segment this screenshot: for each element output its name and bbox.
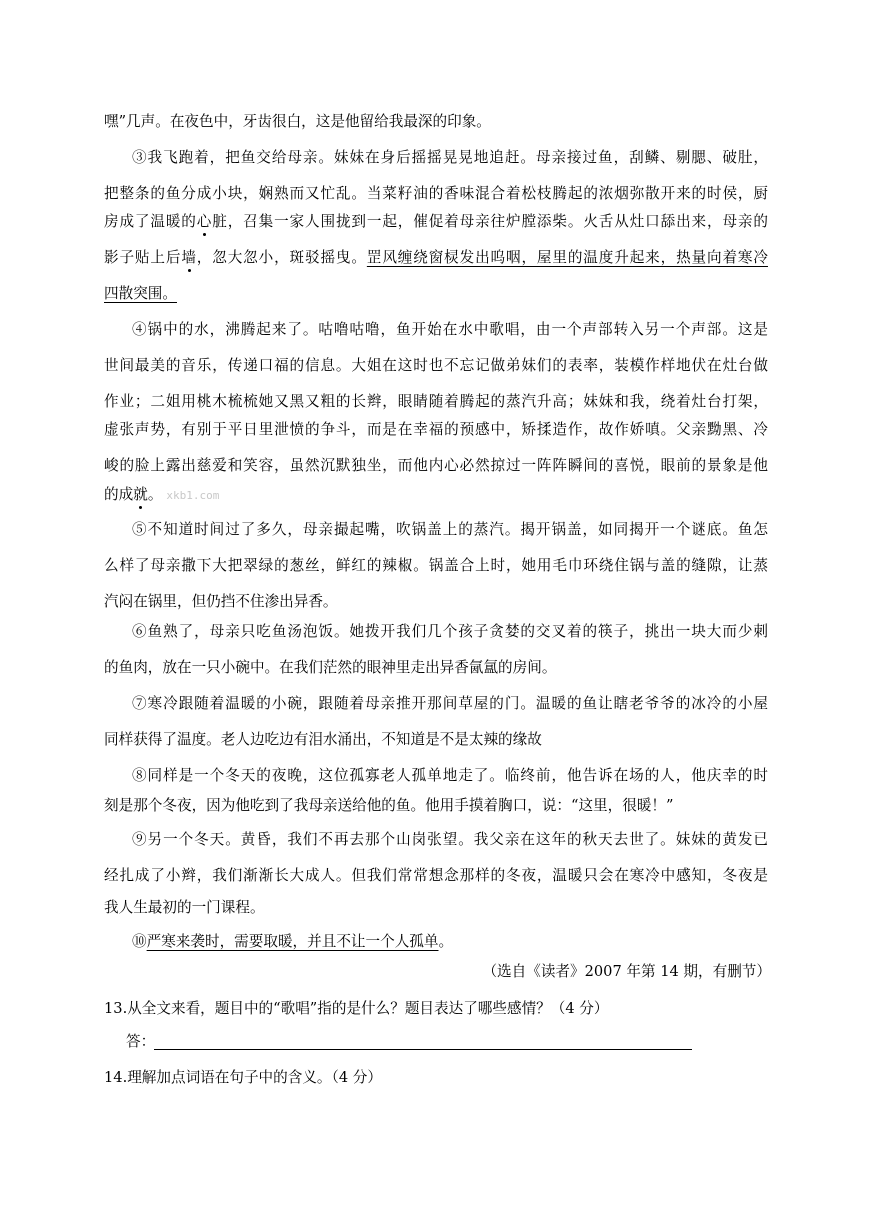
text-run: 的成 xyxy=(104,486,134,503)
underlined-sentence: 罡风缠绕窗棂发出呜咽，屋里的温度升起来，热量向着寒冷 xyxy=(366,249,768,266)
paragraph-9-line-3: 我人生最初的一门课程。 xyxy=(104,899,265,916)
paragraph-8-line-1: ⑧同样是一个冬天的夜晚，这位孤寡老人孤单地走了。临终前，他告诉在场的人，他庆幸的时 xyxy=(132,767,768,784)
paragraph-4-line-5: 峻的脸上露出慈爱和笑容，虽然沉默独坐，而他内心必然掠过一阵阵瞬间的喜悦，眼前的景象是他 xyxy=(104,457,768,474)
paragraph-9-line-1: ⑨另一个冬天。黄昏，我们不再去那个山岗张望。我父亲在这年的秋天去世了。妹妹的黄发已 xyxy=(132,831,768,848)
paragraph-3-line-3 xyxy=(104,212,768,232)
question-14: 14.理解加点词语在句子中的含义。（4 分） xyxy=(104,1069,382,1086)
paragraph-4-line-3: 作业；二姐用桃木梳梳她又黑又粗的长辫，眼睛随着腾起的蒸汽升高；妹妹和我，绕着灶台打架， xyxy=(104,393,768,410)
paragraph-6-line-2: 的鱼肉，放在一只小碗中。在我们茫然的眼神里走出异香氤氲的房间。 xyxy=(104,659,557,676)
paragraph-4-line-6 xyxy=(104,485,768,506)
source-citation: （选自《读者》2007 年第 14 期，有删节） xyxy=(482,963,771,980)
paragraph-3-line-1: ③我飞跑着，把鱼交给母亲。妹妹在身后摇摇晃晃地追赶。母亲接过鱼，刮鳞、剔腮、破肚， xyxy=(132,149,768,166)
underlined-sentence: 四散突围。 xyxy=(104,285,177,302)
paragraph-7-line-1: ⑦寒冷跟随着温暖的小碗，跟随着母亲推开那间草屋的门。温暖的鱼让瞎老爷爷的冰冷的小屋 xyxy=(132,695,768,712)
text-run: 。 xyxy=(147,486,163,503)
paragraph-number: ⑩ xyxy=(132,933,147,950)
text-run: 影子贴上后 xyxy=(104,249,182,266)
question-13: 13.从全文来看，题目中的“歌唱”指的是什么？题目表达了哪些感情？（4 分） xyxy=(104,1000,609,1017)
underlined-sentence: 严寒来袭时，需要取暖，并且不让一个人孤单 xyxy=(146,933,439,950)
watermark-text: xkb1.com xyxy=(166,489,220,502)
emphasis-dot-word: 就 xyxy=(133,486,148,503)
paragraph-4-line-2: 世间最美的音乐，传递口福的信息。大姐在这时也不忘记做弟妹们的表率，装模作样地伏在灶台做 xyxy=(104,357,768,374)
paragraph-3-line-4 xyxy=(104,248,768,268)
answer-line[interactable] xyxy=(154,1049,692,1050)
emphasis-dot-word: 心 xyxy=(196,213,213,230)
paragraph-8-line-2: 刻是那个冬夜，因为他吃到了我母亲送给他的鱼。他用手摸着胸口，说：“这里，很暖！” xyxy=(104,797,674,814)
text-run: ，忽大忽小，斑驳摇曳。 xyxy=(196,249,367,266)
text-run: 脏，召集一家人围拢到一起，催促着母亲往炉膛添柴。火舌从灶口舔出来，母亲的 xyxy=(212,213,768,230)
paragraph-7-line-2: 同样获得了温度。老人边吃边有泪水涌出，不知道是不是太辣的缘故 xyxy=(104,731,542,748)
text-run: 。 xyxy=(438,933,454,950)
paragraph-4-line-1: ④锅中的水，沸腾起来了。咕噜咕噜，鱼开始在水中歌唱，由一个声部转入另一个声部。这是 xyxy=(132,321,768,338)
paragraph-3-line-2: 把整条的鱼分成小块，娴熟而又忙乱。当菜籽油的香味混合着松枝腾起的浓烟弥散开来的时侯，厨 xyxy=(104,185,768,202)
paragraph-5-line-1: ⑤不知道时间过了多久，母亲撮起嘴，吹锅盖上的蒸汽。揭开锅盖，如同揭开一个谜底。鱼怎 xyxy=(132,521,768,538)
emphasis-dot-word: 墙 xyxy=(181,249,197,266)
paragraph-10 xyxy=(132,932,768,952)
paragraph-5-line-2: 么样了母亲撒下大把翠绿的葱丝，鲜红的辣椒。锅盖合上时，她用毛巾环绕住锅与盖的缝隙，让蒸 xyxy=(104,557,768,574)
paragraph-3-line-5 xyxy=(104,284,768,304)
paragraph-4-line-4: 虚张声势，有别于平日里泄愤的争斗，而是在幸福的预感中，矫揉造作，故作娇嗔。父亲黝黑、冷 xyxy=(104,421,768,438)
paragraph-6-line-1: ⑥鱼熟了，母亲只吃鱼汤泡饭。她拨开我们几个孩子贪婪的交叉着的筷子，挑出一块大而少刺 xyxy=(132,623,768,640)
paragraph-5-line-3: 汽闷在锅里，但仍挡不住渗出异香。 xyxy=(104,593,338,610)
answer-label: 答： xyxy=(126,1033,156,1050)
text-run: 房成了温暖的 xyxy=(104,213,197,230)
paragraph-9-line-2: 经扎成了小辫，我们渐渐长大成人。但我们常常想念那样的冬夜，温暖只会在寒冷中感知，冬夜是 xyxy=(104,867,768,884)
paragraph-2-tail: 嘿”几声。在夜色中，牙齿很白，这是他留给我最深的印象。 xyxy=(104,113,491,130)
